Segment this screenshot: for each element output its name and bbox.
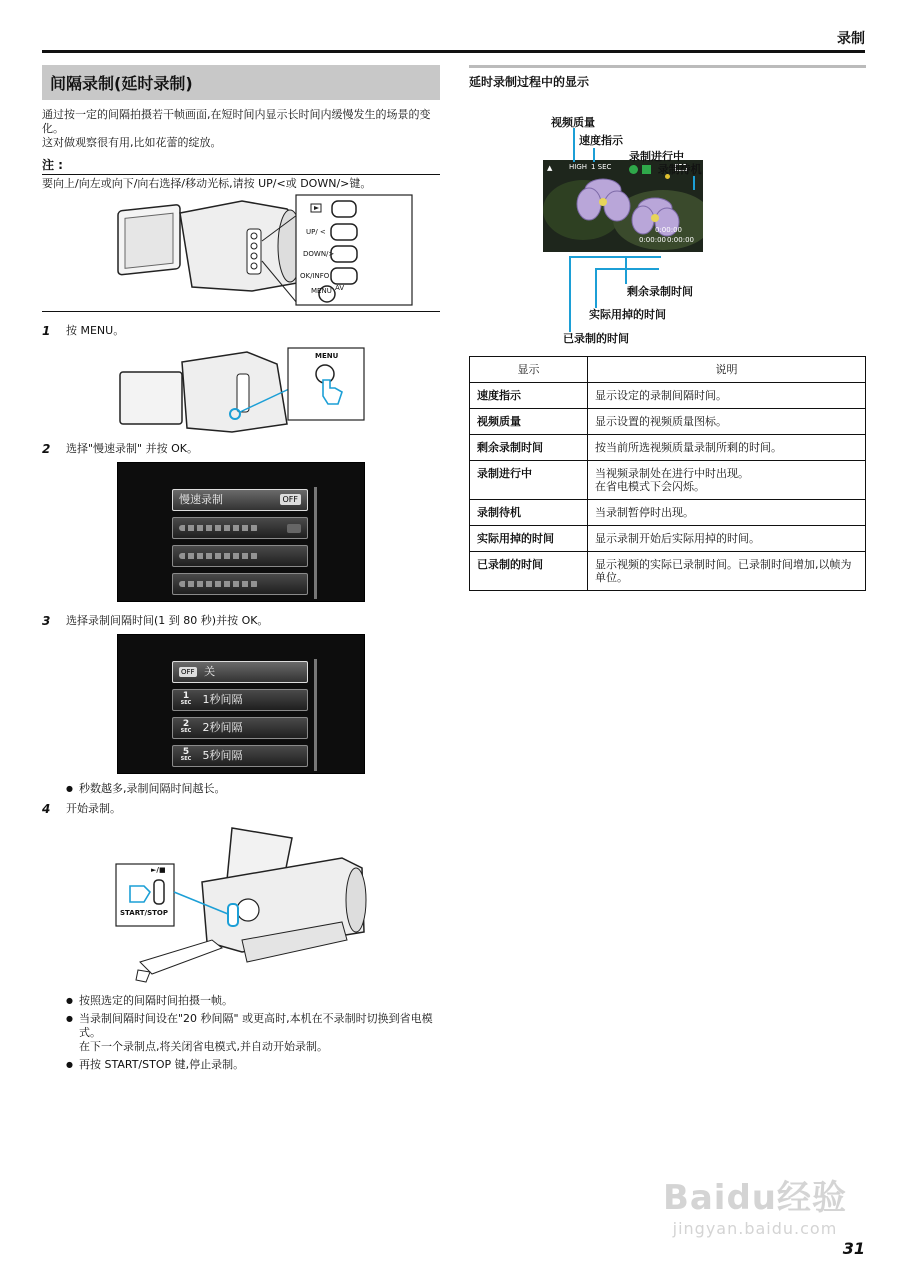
callout-line-speed <box>593 148 595 162</box>
table-row <box>470 500 866 526</box>
menu-press-figure <box>42 344 440 434</box>
intro-line-1: 通过按一定的间隔拍摄若干帧画面,在短时间内显示长时间内缓慢发生的场景的变化。 <box>42 108 431 135</box>
osd-remaining: 0:00:00 <box>655 226 682 234</box>
step-text: 选择录制间隔时间(1 到 80 秒)并按 OK。 <box>66 614 269 627</box>
table-value: 显示录制开始后实际用掉的时间。 <box>588 526 866 552</box>
menu-button-label: MENU <box>311 287 332 295</box>
intro-text <box>42 108 440 150</box>
menu-figure-label: MENU <box>315 352 339 360</box>
scrollbar[interactable] <box>314 487 317 599</box>
down-button-label: DOWN/> <box>303 250 335 258</box>
bullet-text: 当录制间隔时间设在"20 秒间隔" 或更高时,本机在不录制时切换到省电模式。 <box>79 1012 433 1039</box>
bullet-subtext: 在下一个录制点,将关闭省电模式,并自动开始录制。 <box>79 1040 328 1053</box>
camcorder-start-stop-illustration <box>42 822 440 990</box>
table-row <box>470 435 866 461</box>
option-label: 1秒间隔 <box>202 693 243 706</box>
ok-info-button-label: OK/INFO <box>300 272 330 280</box>
camcorder-menu-illustration <box>42 344 440 434</box>
menu-item-blurred[interactable] <box>172 545 308 567</box>
interval-option-1sec[interactable] <box>172 689 308 711</box>
interval-option-5sec[interactable] <box>172 745 308 767</box>
table-row <box>470 461 866 500</box>
callout-line-actual-h <box>595 268 659 270</box>
bullet-item: ● 再按 START/STOP 键,停止录制。 <box>66 1058 440 1072</box>
right-column <box>469 65 866 591</box>
start-stop-label: START/STOP <box>120 909 168 917</box>
section-title: 间隔录制(延时录制) <box>42 65 440 100</box>
table-key: 已录制的时间 <box>470 552 588 591</box>
blurred-text <box>179 525 259 531</box>
step-text: 按 MENU。 <box>66 324 125 337</box>
step-3 <box>42 614 440 628</box>
sec-icon <box>179 748 193 762</box>
table-row <box>470 526 866 552</box>
table-key: 剩余录制时间 <box>470 435 588 461</box>
camera-buttons-figure <box>42 191 440 309</box>
table-key: 视频质量 <box>470 409 588 435</box>
blurred-text <box>179 581 259 587</box>
callout-line-remaining <box>625 256 627 284</box>
left-column <box>42 65 440 1076</box>
bullet-item: ● 秒数越多,录制间隔时间越长。 <box>66 782 440 796</box>
table-key: 录制待机 <box>470 500 588 526</box>
callout-speed: 速度指示 <box>579 134 623 147</box>
scrollbar[interactable] <box>314 659 317 771</box>
table-value: 当录制暂停时出现。 <box>588 500 866 526</box>
osd-recorded: 0:00:00 <box>667 236 694 244</box>
sec-icon-unit: SEC <box>180 756 192 762</box>
baidu-watermark <box>663 1170 847 1238</box>
divider <box>42 311 440 312</box>
sec-icon-number: 2 <box>182 719 190 729</box>
osd-speed: 1 SEC <box>591 163 612 171</box>
osd-actual: 0:00:00 <box>639 236 666 244</box>
callout-actual: 实际用掉的时间 <box>589 308 666 321</box>
table-key: 速度指示 <box>470 383 588 409</box>
off-tag: OFF <box>280 494 302 505</box>
table-row <box>470 552 866 591</box>
start-stop-top-label: ►/■ <box>151 866 166 874</box>
sec-icon-number: 5 <box>182 747 190 757</box>
value-line: 当视频录制处在进行中时出现。 <box>595 467 749 480</box>
table-row <box>470 383 866 409</box>
right-top-rule <box>469 65 866 68</box>
step-number: 3 <box>42 614 51 628</box>
menu-item-label: 慢速录制 <box>179 493 223 506</box>
callout-standby-row <box>629 161 702 177</box>
step-text: 开始录制。 <box>66 802 121 815</box>
callout-recorded: 已录制的时间 <box>563 332 629 345</box>
menu-item-blurred[interactable] <box>172 517 308 539</box>
sec-icon <box>179 692 193 706</box>
menu-item-slow-recording[interactable] <box>172 489 308 511</box>
step-number: 4 <box>42 802 51 816</box>
step-4-bullets <box>42 994 440 1072</box>
callout-recording: 录制进行中 <box>629 150 684 163</box>
sec-icon-number: 1 <box>182 691 190 701</box>
camcorder-illustration <box>42 191 440 309</box>
sec-icon <box>179 720 193 734</box>
osd-camera-icon: ▲ <box>547 164 553 172</box>
menu-screen-1-figure <box>42 462 440 602</box>
option-label: 5秒间隔 <box>202 749 243 762</box>
up-button-label: UP/ < <box>306 228 326 236</box>
menu-screen-2 <box>117 634 365 774</box>
option-label: 2秒间隔 <box>202 721 243 734</box>
table-key: 录制进行中 <box>470 461 588 500</box>
menu-screen-2-figure <box>42 634 440 774</box>
rec-indicator-icon <box>629 165 638 174</box>
right-subtitle: 延时录制过程中的显示 <box>469 75 590 89</box>
callout-video-quality: 视频质量 <box>551 116 595 129</box>
step-2 <box>42 442 440 456</box>
blurred-text <box>179 553 259 559</box>
blurred-tag <box>287 524 301 533</box>
av-label: AV <box>335 284 345 292</box>
bullet-item <box>66 1012 440 1054</box>
table-header-row <box>470 357 866 383</box>
callout-line-remaining-h <box>625 256 661 258</box>
table-value: 显示视频的实际已录制时间。已录制时间增加,以帧为单位。 <box>588 552 866 591</box>
table-value: 显示设置的视频质量图标。 <box>588 409 866 435</box>
table-value: 显示设定的录制间隔时间。 <box>588 383 866 409</box>
bullet-item: ● 按照选定的间隔时间拍摄一帧。 <box>66 994 440 1008</box>
osd-quality: HIGH <box>569 163 588 171</box>
note-label: 注 : <box>42 156 440 175</box>
callout-standby: 录制待机 <box>657 163 702 176</box>
interval-option-off[interactable] <box>172 661 308 683</box>
table-value <box>588 461 866 500</box>
step-4 <box>42 802 440 816</box>
menu-screen-1 <box>117 462 365 602</box>
callout-line-recorded <box>569 256 571 332</box>
step-number: 2 <box>42 442 51 456</box>
watermark-url: jingyan.baidu.com <box>672 1219 838 1238</box>
start-stop-figure <box>42 822 440 990</box>
callout-line-quality <box>573 128 575 162</box>
menu-item-blurred[interactable] <box>172 573 308 595</box>
sec-icon-unit: SEC <box>180 728 192 734</box>
table-header: 说明 <box>588 357 866 383</box>
page-header-title: 录制 <box>837 31 865 47</box>
table-row <box>470 409 866 435</box>
intro-line-2: 这对做观察很有用,比如花蕾的绽放。 <box>42 136 222 149</box>
header-rule <box>42 50 865 53</box>
off-badge: OFF <box>181 668 195 676</box>
callout-remaining: 剩余录制时间 <box>627 285 693 298</box>
callout-line-rec <box>693 176 695 190</box>
callout-line-actual <box>595 268 597 308</box>
watermark-logo-text: Baidu经验 <box>662 1178 847 1218</box>
standby-indicator-icon <box>642 165 651 174</box>
table-key: 实际用掉的时间 <box>470 526 588 552</box>
step-3-bullets <box>42 782 440 796</box>
note-text: 要向上/向左或向下/向右选择/移动光标,请按 UP/<或 DOWN/>键。 <box>42 177 372 190</box>
interval-option-2sec[interactable] <box>172 717 308 739</box>
sec-icon-unit: SEC <box>180 700 192 706</box>
option-label: 关 <box>204 665 216 678</box>
page-number: 31 <box>842 1239 865 1258</box>
step-text: 选择"慢速录制" 并按 OK。 <box>66 442 198 455</box>
step-1 <box>42 324 440 338</box>
step-number: 1 <box>42 324 51 338</box>
osd-diagram <box>469 90 866 345</box>
osd-table <box>469 356 866 591</box>
table-value: 按当前所选视频质量录制所剩的时间。 <box>588 435 866 461</box>
table-header: 显示 <box>470 357 588 383</box>
value-line: 在省电模式下会闪烁。 <box>595 480 705 493</box>
